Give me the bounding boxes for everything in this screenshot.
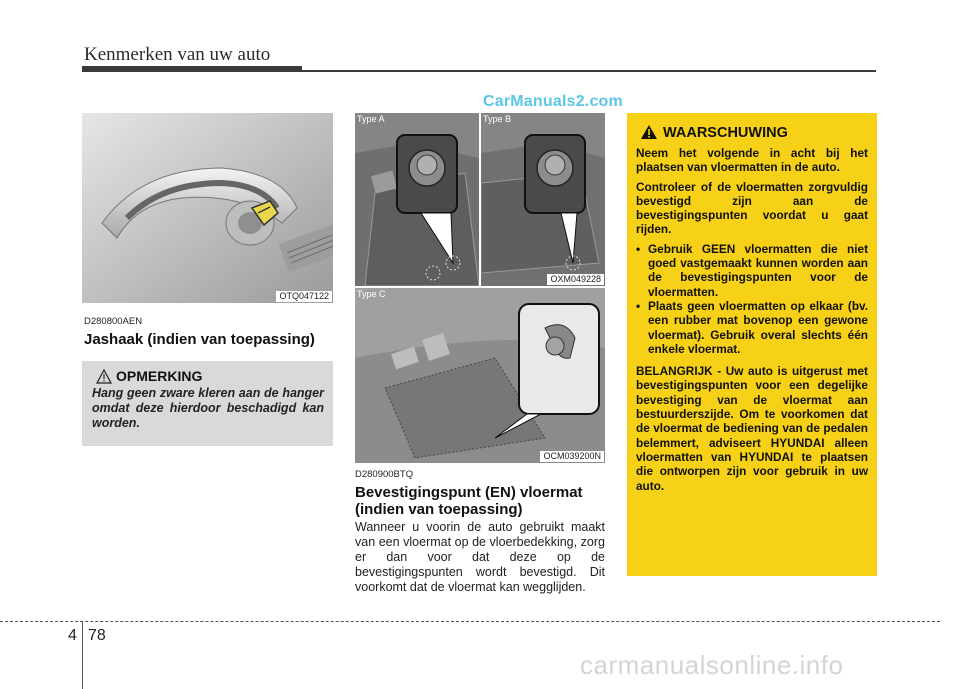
photo-code-label-ab: OXM049228 <box>547 274 604 285</box>
warning-bullet-1: • Gebruik GEEN vloermatten die niet goed vastgemaakt kunnen worden aan de bevestigingspunten voor de vloermatten. <box>636 242 868 299</box>
site-watermark: carmanualsonline.info <box>580 650 844 680</box>
page-chapter-number: 4 <box>68 627 77 644</box>
warning-closing: BELANGRIJK - Uw auto is uitgerust met bevestigingspunten voor een degelijke bevestiging van de vloermat aan bestuurderszijde. Om te voorkomen dat de vloermat de bediening van de pedalen belemmert, adviseert HYUNDAI alleen vloermatten van HYUNDAI te plaatsen die ontworpen zijn voor gebruik in uw auto. <box>636 364 868 493</box>
floor-mat-photo-type-c <box>355 288 605 463</box>
type-b-label: Type B <box>483 114 512 124</box>
type-c-label: Type C <box>357 289 386 299</box>
warning-intro: Neem het volgende in acht bij het plaatsen van vloermatten in de auto. <box>636 146 868 175</box>
page-number: 78 <box>88 627 106 644</box>
section-code-coat-hook: D280800AEN <box>84 316 143 327</box>
warning-bullet-list <box>636 242 868 356</box>
warning-content <box>636 146 868 498</box>
note-title: OPMERKING <box>116 368 203 384</box>
section-title-line-1: Bevestigingspunt (EN) vloermat <box>355 484 583 501</box>
carmanuals-watermark: CarManuals2.com <box>483 93 623 110</box>
footer-dashed-rule <box>0 621 940 622</box>
floor-mat-photo-type-a <box>355 113 479 286</box>
warning-bullet-2: • Plaats geen vloermatten op elkaar (bv. een rubber mat bovenop een gewone vloermat). Gebruik overal slechts één enkele vloermat. <box>636 299 868 356</box>
photo-code-label: OTQ047122 <box>276 291 332 302</box>
section-title-coat-hook: Jashaak (indien van toepassing) <box>84 331 315 348</box>
header-rule-thin <box>302 70 876 72</box>
section-title-floor-mat <box>355 484 607 518</box>
warning-title: WAARSCHUWING <box>663 125 788 141</box>
warning-para2: Controleer of de vloermatten zorgvuldig bevestigd zijn aan de bevestigingspunten voordat u gaat rijden. <box>636 179 868 237</box>
floor-mat-body-text: Wanneer u voorin de auto gebruikt maakt van een vloermat op de vloerbedekking, zorg er dan voor dat deze op de bevestigingspunten wordt bevestigd. Dit voorkomt dat de vloermat kan wegglijden. <box>355 520 605 594</box>
chapter-header-title: Kenmerken van uw auto <box>84 44 271 65</box>
note-text: Hang geen zware kleren aan de hanger omdat deze hierdoor beschadigd kan worden. <box>92 386 324 430</box>
footer-page-divider <box>82 621 83 689</box>
type-a-label: Type A <box>357 114 385 124</box>
coat-hook-photo <box>82 113 333 303</box>
warning-box <box>627 113 877 576</box>
section-title-line-2: (indien van toepassing) <box>355 501 523 518</box>
floor-mat-photo-type-b <box>481 113 605 286</box>
photo-code-label-c: OCM039200N <box>540 451 604 462</box>
note-box <box>82 361 333 446</box>
section-code-floor-mat: D280900BTQ <box>355 469 414 480</box>
header-rule-thick <box>82 66 302 72</box>
warning-triangle-icon <box>640 124 658 145</box>
